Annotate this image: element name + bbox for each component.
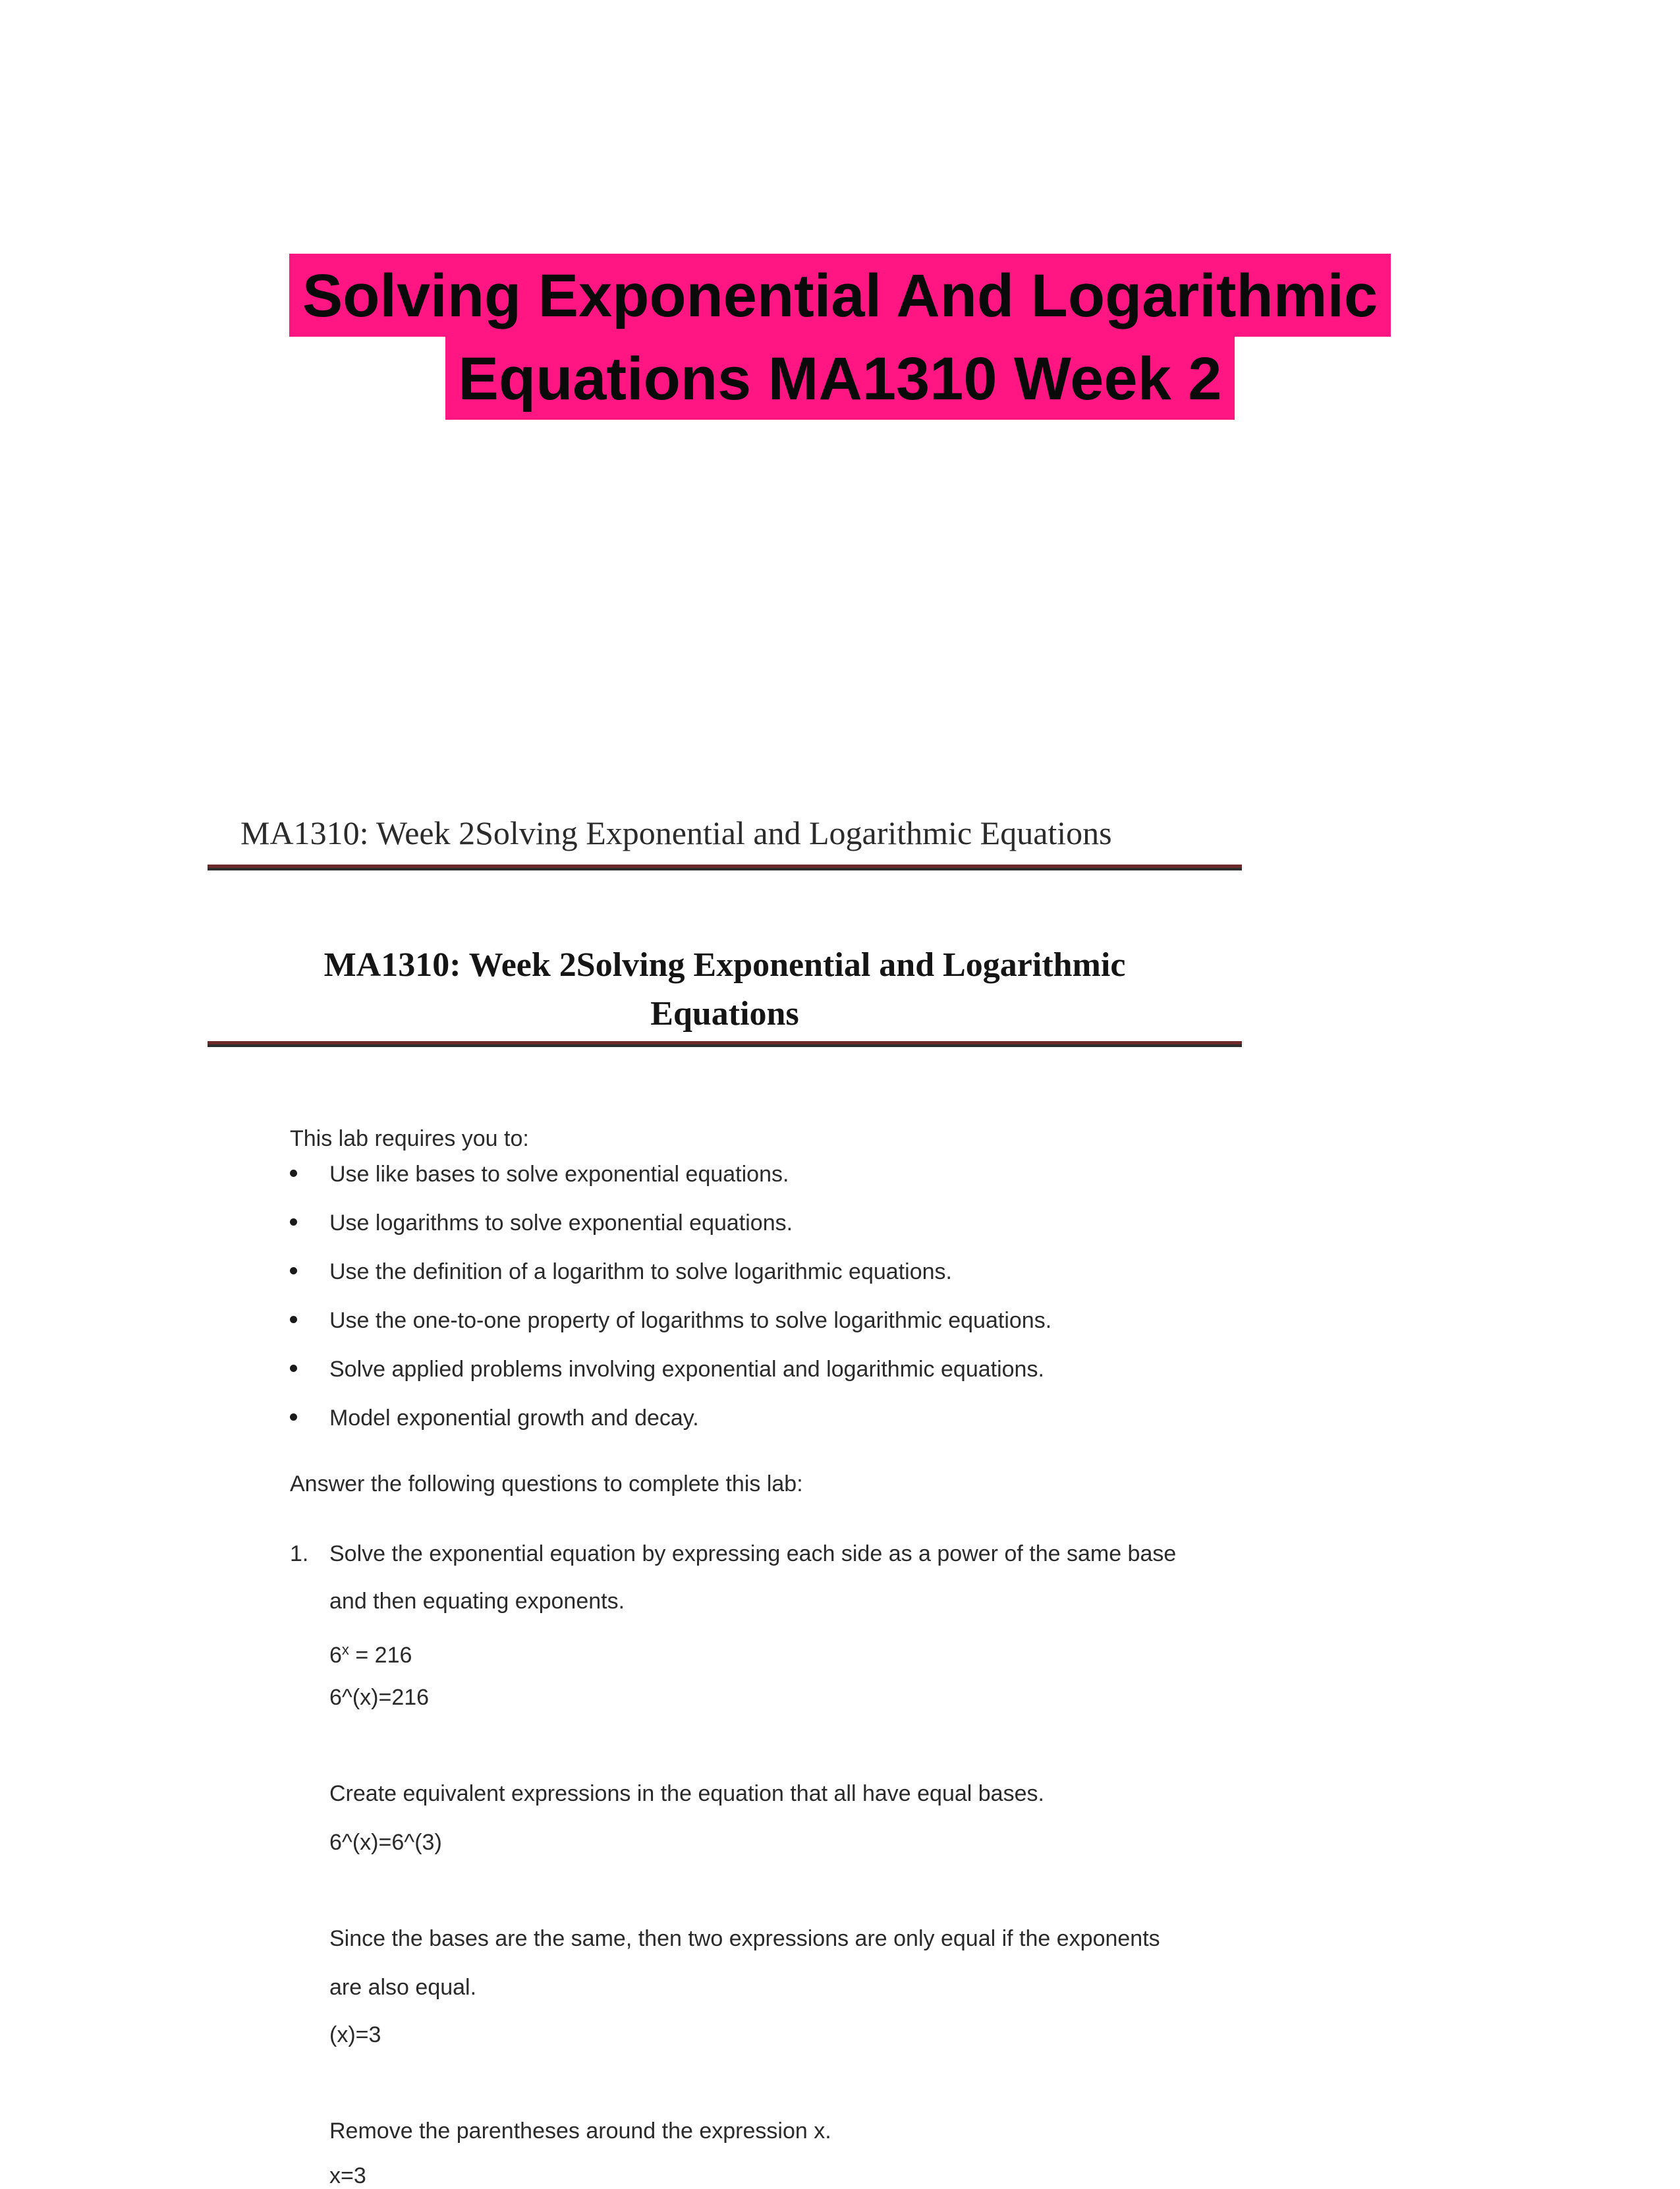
document-title-line-1: MA1310: Week 2Solving Exponential and Logarithmic: [323, 946, 1126, 984]
question-prompt-line-1: Solve the exponential equation by expressing each side as a power of the same base: [329, 1541, 1177, 1566]
bullet-icon: [290, 1170, 297, 1177]
bullet-icon: [290, 1365, 297, 1372]
instructions-text: Answer the following questions to complete this lab:: [290, 1471, 803, 1496]
list-item: [290, 1405, 1051, 1454]
list-item: [290, 1259, 1051, 1307]
objective-text: Use logarithms to solve exponential equations.: [329, 1210, 793, 1236]
step-3-text: Remove the parentheses around the expression x.: [329, 2118, 831, 2144]
equation-exponent: x: [341, 1641, 349, 1658]
question-number: 1.: [290, 1541, 309, 1566]
list-item: [290, 1161, 1051, 1210]
objective-text: Solve applied problems involving exponential and logarithmic equations.: [329, 1357, 1044, 1382]
bullet-icon: [290, 1267, 297, 1274]
title-rule: [208, 1041, 1242, 1047]
bullet-icon: [290, 1218, 297, 1226]
document-title-line-2: Equations: [650, 995, 799, 1033]
running-header: MA1310: Week 2Solving Exponential and Logarithmic Equations: [240, 814, 1112, 851]
objective-text: Use the definition of a logarithm to solve logarithmic equations.: [329, 1259, 952, 1284]
equation-base: 6: [329, 1643, 342, 1668]
step-2-text-line-1: Since the bases are the same, then two expressions are only equal if the exponents: [329, 1926, 1160, 1951]
step-2-text-line-2: are also equal.: [329, 1975, 477, 2000]
objective-text: Use the one-to-one property of logarithms to solve logarithmic equations.: [329, 1308, 1052, 1333]
banner-title-line-1: Solving Exponential And Logarithmic: [289, 254, 1391, 337]
intro-text: This lab requires you to:: [290, 1126, 529, 1151]
banner-title-line-2: Equations MA1310 Week 2: [445, 337, 1235, 420]
document-title: [208, 941, 1242, 1038]
objective-text: Use like bases to solve exponential equations.: [329, 1162, 789, 1187]
step-3-math: x=3: [329, 2163, 366, 2188]
objective-text: Model exponential growth and decay.: [329, 1406, 699, 1431]
objectives-list: [290, 1161, 1051, 1454]
equation-plain: 6^(x)=216: [329, 1685, 430, 1710]
list-item: [290, 1307, 1051, 1356]
equation-rhs: = 216: [349, 1643, 412, 1668]
step-1-text: Create equivalent expressions in the equation that all have equal bases.: [329, 1781, 1044, 1806]
step-1-math: 6^(x)=6^(3): [329, 1830, 442, 1855]
bullet-icon: [290, 1413, 297, 1421]
step-2-math: (x)=3: [329, 2022, 381, 2047]
list-item: [290, 1210, 1051, 1259]
header-rule: [208, 865, 1242, 870]
question-prompt-line-2: and then equating exponents.: [329, 1589, 625, 1614]
equation-formatted: [329, 1637, 412, 1668]
list-item: [290, 1356, 1051, 1405]
bullet-icon: [290, 1316, 297, 1323]
